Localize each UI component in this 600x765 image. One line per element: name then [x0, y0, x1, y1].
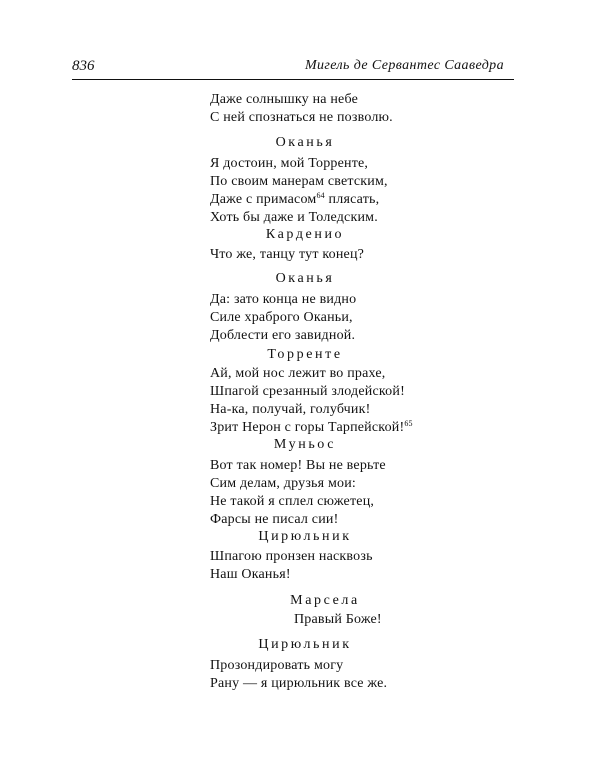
- verse-text: Даже с примасом: [210, 192, 317, 207]
- verse-line: Что же, танцу тут конец?: [210, 247, 365, 262]
- verse-line: На-ка, получай, голубчик!: [210, 402, 371, 417]
- footnote-mark: 64: [316, 191, 325, 200]
- verse-line: Не такой я сплел сюжетец,: [210, 494, 375, 509]
- verse-line: Прозондировать могу: [210, 658, 344, 673]
- verse-line: Доблести его завидной.: [210, 328, 356, 343]
- footnote-mark: 65: [404, 419, 413, 428]
- verse-line: Ай, мой нос лежит во прахе,: [210, 366, 386, 381]
- verse-block: [210, 548, 510, 584]
- verse-block: [210, 291, 510, 345]
- verse-line: Шпагой срезанный злодейской!: [210, 384, 405, 399]
- speaker-name: Оканья: [275, 271, 335, 286]
- page-header: [72, 58, 512, 80]
- verse-line: Силе храброго Оканьи,: [210, 310, 353, 325]
- verse-block: [210, 657, 510, 693]
- verse-line: Я достоин, мой Торренте,: [210, 156, 369, 171]
- verse-line: Хоть бы даже и Толедским.: [210, 210, 378, 225]
- verse-line-with-footnote: [210, 419, 510, 437]
- speaker-name: Карденио: [265, 227, 345, 242]
- speaker-name: Цирюльник: [258, 637, 352, 652]
- verse-line: Шпагою пронзен насквозь: [210, 549, 373, 564]
- verse-line: Фарсы не писал сии!: [210, 512, 339, 527]
- verse-line: Наш Оканья!: [210, 567, 291, 582]
- verse-text: плясать,: [324, 192, 380, 207]
- verse-line: Рану — я цирюльник все же.: [210, 676, 388, 691]
- verse-line: С ней спознаться не позволю.: [210, 110, 393, 125]
- verse-block: [210, 246, 510, 264]
- verse-text: Зрит Нерон с горы Тарпейской!: [210, 420, 405, 435]
- speaker-name: Муньос: [273, 437, 337, 452]
- speaker-name: Оканья: [275, 135, 335, 150]
- verse-block: [210, 611, 510, 629]
- verse-block: [210, 155, 510, 227]
- header-rule: [72, 79, 514, 80]
- verse-line: Сим делам, друзья мои:: [210, 476, 357, 491]
- page-number: 836: [72, 58, 95, 74]
- verse-block: [210, 365, 510, 437]
- speaker-name: Марсела: [290, 593, 360, 608]
- running-head: Мигель де Сервантес Сааведра: [304, 58, 504, 73]
- verse-block: [210, 457, 510, 529]
- verse-line: Правый Боже!: [294, 612, 382, 627]
- verse-block: [210, 91, 510, 127]
- speaker-name: Торренте: [267, 347, 343, 362]
- verse-line-with-footnote: [210, 191, 510, 209]
- verse-line: По своим манерам светским,: [210, 174, 388, 189]
- speaker-name: Цирюльник: [258, 529, 352, 544]
- verse-line: Да: зато конца не видно: [210, 292, 357, 307]
- verse-line: Даже солнышку на небе: [210, 92, 359, 107]
- verse-line: Вот так номер! Вы не верьте: [210, 458, 386, 473]
